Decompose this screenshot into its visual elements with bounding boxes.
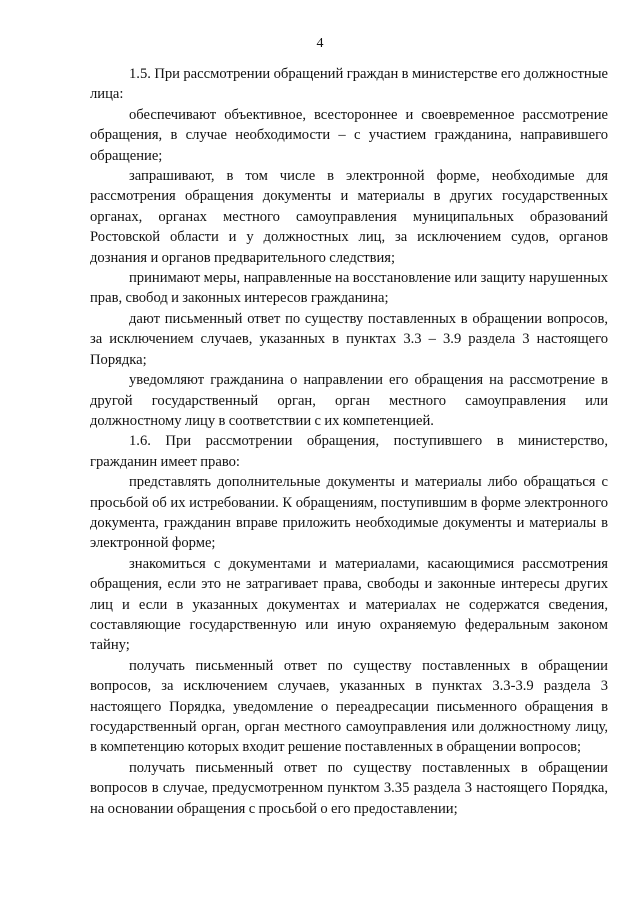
paragraph-restore-rights: принимают меры, направленные на восстановление или защиту нарушенных прав, свобод и законных интересов гражданина; bbox=[90, 270, 608, 307]
paragraph-request-documents: запрашивают, в том числе в электронной форме, необходимые для рассмотрения обращения документы и материалы в других государственных органах, органах местного самоуправления муниципальных образований Ростовской области и у должностных лиц, за исключением судов, органов дознания и органов предварительного следствия; bbox=[90, 168, 608, 266]
document-body bbox=[90, 64, 608, 819]
paragraph-1-5-intro: 1.5. При рассмотрении обращений граждан в министерстве его должностные лица: bbox=[90, 66, 608, 103]
paragraph-notify-redirect: уведомляют гражданина о направлении его обращения на рассмотрение в другой государственный орган, орган местного самоуправления или должностному лицу в соответствии с их компетенцией. bbox=[90, 372, 608, 429]
page-number: 4 bbox=[316, 36, 324, 51]
paragraph-receive-answer-request: получать письменный ответ по существу поставленных в обращении вопросов в случае, предусмотренном пунктом 3.35 раздела 3 настоящего Порядка, на основании обращения с просьбой о его предоставлении; bbox=[90, 759, 608, 817]
paragraph-1-6-intro: 1.6. При рассмотрении обращения, поступившего в министерство, гражданин имеет право: bbox=[90, 433, 608, 470]
paragraph-ensure-review: обеспечивают объективное, всестороннее и своевременное рассмотрение обращения, в случае необходимости – с участием гражданина, направившего обращение; bbox=[90, 106, 608, 164]
paragraph-submit-documents: представлять дополнительные документы и материалы либо обращаться с просьбой об их истребовании. К обращениям, поступившим в форме электронного документа, гражданин вправе приложить необходимые документы и материалы в электронной форме; bbox=[90, 474, 608, 552]
paragraph-receive-answer: получать письменный ответ по существу поставленных в обращении вопросов, за исключением случаев, указанных в пунктах 3.3-3.9 раздела 3 настоящего Порядка, уведомление о переадресации письменного обращения в государственный орган, орган местного самоуправления или должностному лицу, в компетенцию которых входит решение поставленных в обращении вопросов; bbox=[90, 657, 608, 756]
paragraph-written-answer: дают письменный ответ по существу поставленных в обращении вопросов, за исключением случаев, указанных в пунктах 3.3 – 3.9 раздела 3 настоящего Порядка; bbox=[90, 310, 608, 368]
paragraph-review-materials: знакомиться с документами и материалами, касающимися рассмотрения обращения, если это не затрагивает права, свободы и законные интересы других лиц и если в указанных документах и материалах не содержатся сведения, составляющие государственную или иную охраняемую федеральным законом тайну; bbox=[90, 555, 608, 654]
